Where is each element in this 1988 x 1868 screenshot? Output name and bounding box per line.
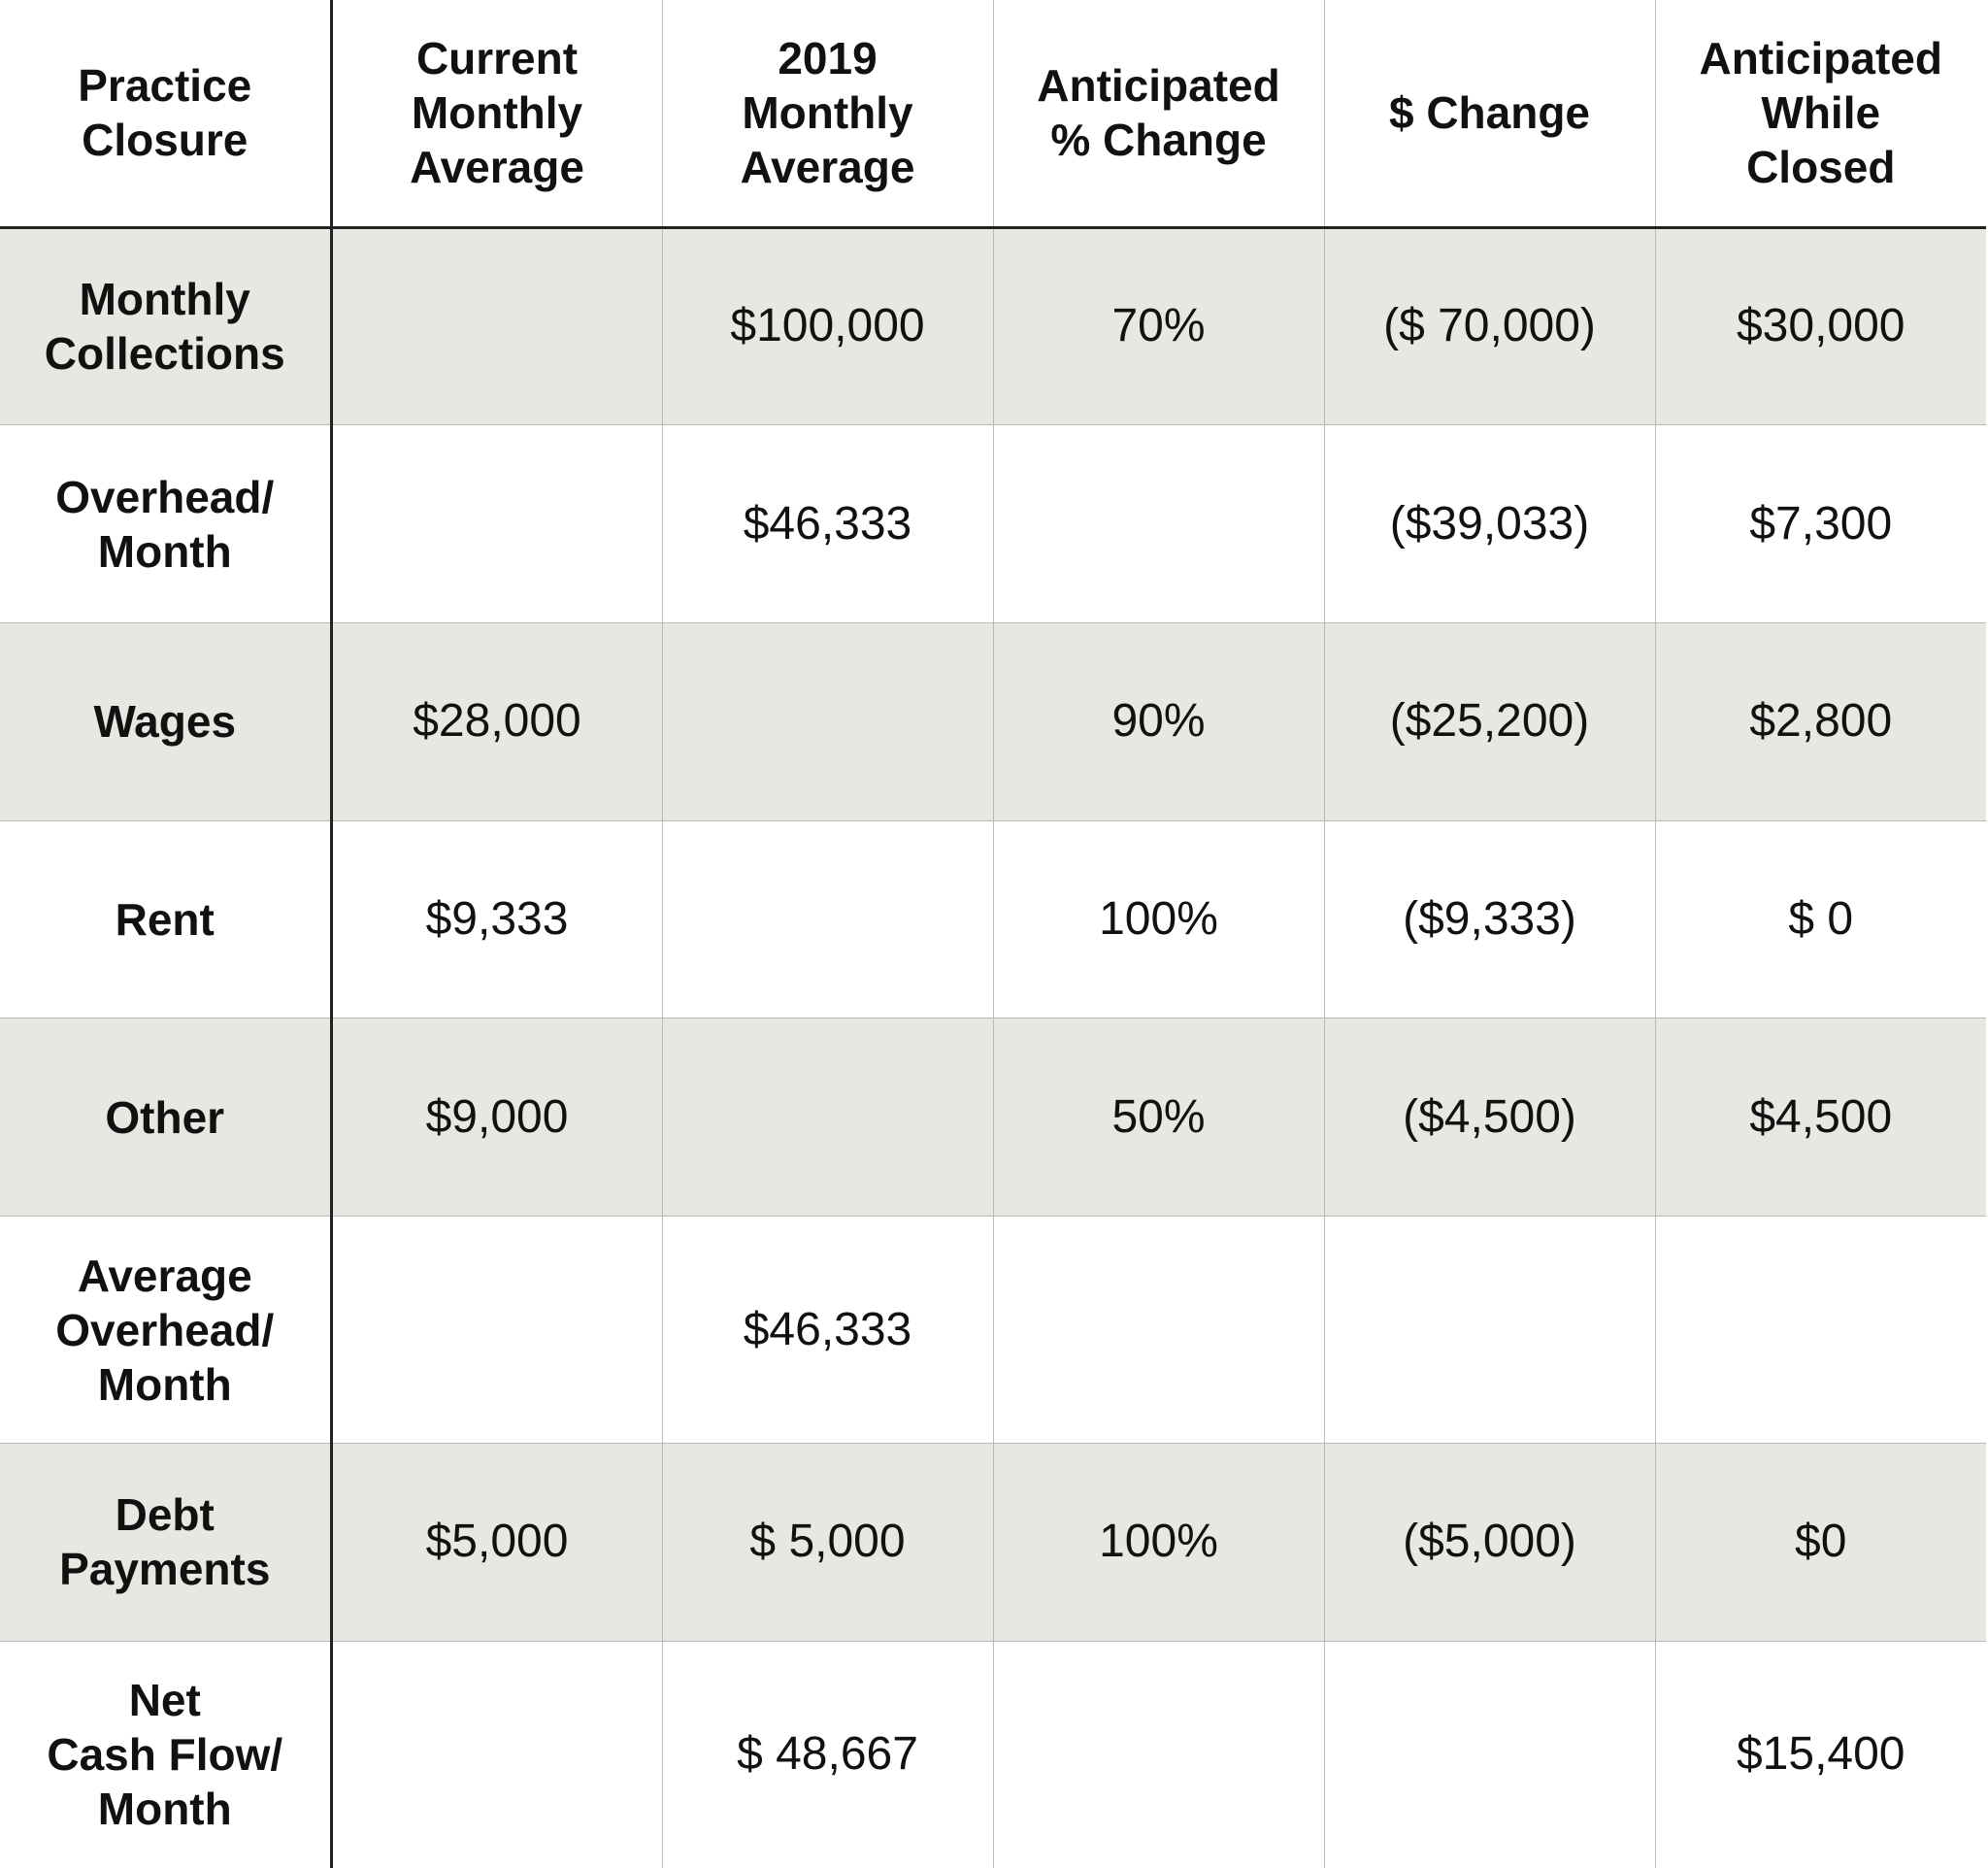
row-label: Rent: [0, 820, 331, 1018]
cell-dollar-change: ($39,033): [1324, 425, 1655, 623]
header-anticipated-while-closed: Anticipated While Closed: [1655, 0, 1986, 227]
cell-anticipated-while-closed: $15,400: [1655, 1641, 1986, 1868]
cell-2019-monthly-average: $46,333: [662, 1217, 993, 1444]
cell-dollar-change: [1324, 1641, 1655, 1868]
cell-current-monthly-average: $9,333: [331, 820, 662, 1018]
cell-anticipated-percent-change: 50%: [993, 1018, 1324, 1217]
cell-current-monthly-average: $28,000: [331, 622, 662, 820]
cell-anticipated-percent-change: 70%: [993, 227, 1324, 425]
row-overhead-month: [0, 425, 1986, 623]
row-label: Net Cash Flow/ Month: [0, 1641, 331, 1868]
cell-dollar-change: ($5,000): [1324, 1443, 1655, 1641]
cell-anticipated-percent-change: 100%: [993, 820, 1324, 1018]
cell-dollar-change: ($4,500): [1324, 1018, 1655, 1217]
cell-anticipated-while-closed: $30,000: [1655, 227, 1986, 425]
cell-2019-monthly-average: $ 5,000: [662, 1443, 993, 1641]
cell-dollar-change: ($ 70,000): [1324, 227, 1655, 425]
header-row: [0, 0, 1986, 227]
row-debt-payments: [0, 1443, 1986, 1641]
header-dollar-change: $ Change: [1324, 0, 1655, 227]
row-wages: [0, 622, 1986, 820]
cell-dollar-change: [1324, 1217, 1655, 1444]
cell-anticipated-while-closed: $4,500: [1655, 1018, 1986, 1217]
row-label: Other: [0, 1018, 331, 1217]
row-label: Average Overhead/ Month: [0, 1217, 331, 1444]
cell-current-monthly-average: $9,000: [331, 1018, 662, 1217]
cell-2019-monthly-average: $ 48,667: [662, 1641, 993, 1868]
cell-anticipated-while-closed: $0: [1655, 1443, 1986, 1641]
cell-current-monthly-average: [331, 227, 662, 425]
cell-anticipated-percent-change: [993, 1641, 1324, 1868]
row-label: Debt Payments: [0, 1443, 331, 1641]
cell-anticipated-while-closed: $ 0: [1655, 820, 1986, 1018]
cell-dollar-change: ($9,333): [1324, 820, 1655, 1018]
cell-anticipated-while-closed: $7,300: [1655, 425, 1986, 623]
cell-current-monthly-average: [331, 425, 662, 623]
cell-2019-monthly-average: [662, 820, 993, 1018]
row-monthly-collections: [0, 227, 1986, 425]
cell-2019-monthly-average: $100,000: [662, 227, 993, 425]
cell-anticipated-while-closed: [1655, 1217, 1986, 1444]
cell-current-monthly-average: [331, 1217, 662, 1444]
row-rent: [0, 820, 1986, 1018]
cell-2019-monthly-average: [662, 622, 993, 820]
row-label: Monthly Collections: [0, 227, 331, 425]
cell-anticipated-percent-change: 100%: [993, 1443, 1324, 1641]
header-current-monthly-average: Current Monthly Average: [331, 0, 662, 227]
header-2019-monthly-average: 2019 Monthly Average: [662, 0, 993, 227]
row-other: [0, 1018, 1986, 1217]
row-label: Wages: [0, 622, 331, 820]
cell-2019-monthly-average: [662, 1018, 993, 1217]
header-practice-closure: Practice Closure: [0, 0, 331, 227]
row-net-cash-flow-month: [0, 1641, 1986, 1868]
cell-anticipated-percent-change: 90%: [993, 622, 1324, 820]
cell-anticipated-percent-change: [993, 1217, 1324, 1444]
cell-anticipated-percent-change: [993, 425, 1324, 623]
cell-anticipated-while-closed: $2,800: [1655, 622, 1986, 820]
header-anticipated-percent-change: Anticipated % Change: [993, 0, 1324, 227]
cell-2019-monthly-average: $46,333: [662, 425, 993, 623]
cell-current-monthly-average: $5,000: [331, 1443, 662, 1641]
row-average-overhead-month: [0, 1217, 1986, 1444]
cell-dollar-change: ($25,200): [1324, 622, 1655, 820]
row-label: Overhead/ Month: [0, 425, 331, 623]
cell-current-monthly-average: [331, 1641, 662, 1868]
